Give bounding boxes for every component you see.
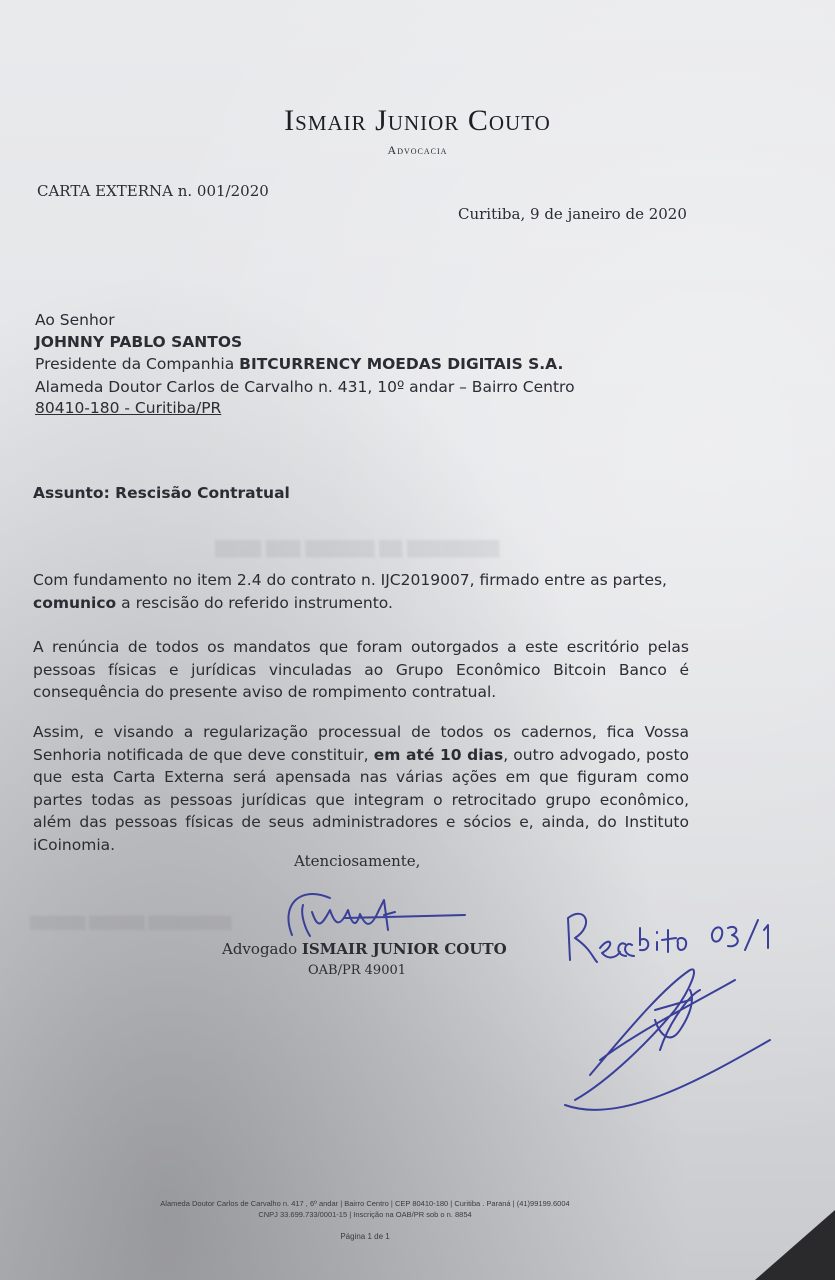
- recipient-name: JOHNNY PABLO SANTOS: [35, 333, 243, 351]
- receiver-signature: [565, 969, 770, 1110]
- handwritten-received-word: [568, 914, 686, 962]
- footer-address: Alameda Doutor Carlos de Carvalho n. 417 , 6º andar | Bairro Centro | CEP 80410-180 | Curitiba . Paraná | (41)99199.6004: [160, 1199, 570, 1208]
- bleed-through-text-2: ▒▒▒▒▒▒ ▒▒▒▒▒▒ ▒▒▒▒▒▒▒▒▒: [30, 916, 232, 930]
- footer-registration: CNPJ 33.699.733/0001-15 | Inscrição na OAB/PR sob o n. 8854: [258, 1210, 472, 1219]
- recipient-address: Alameda Doutor Carlos de Carvalho n. 431, 10º andar – Bairro Centro: [35, 378, 575, 396]
- paragraph-1-bold: comunico: [33, 593, 117, 612]
- photo-corner-shadow: [755, 1210, 835, 1280]
- paragraph-3-start: Assim, e visando a regularização processual de todos os cadernos, fica Vossa Senhoria notificada de que deve constituir,: [33, 723, 689, 764]
- recipient-salutation: Ao Senhor: [35, 311, 115, 329]
- recipient-city: 80410-180 - Curitiba/PR: [35, 399, 222, 417]
- letterhead-name: Ismair Junior Couto: [284, 104, 551, 137]
- author-signature: [288, 894, 465, 936]
- letter-date: Curitiba, 9 de janeiro de 2020: [458, 205, 687, 223]
- paragraph-3-end: , outro advogado, posto que esta Carta Externa será apensada nas várias ações em que figuram como partes todas as pessoas jurídicas que integram o retrocitado grupo econômico, além das pessoas físicas de seus administradores e sócios e, ainda, do Instituto iCoinomia.: [33, 745, 690, 854]
- recipient-company: BITCURRENCY MOEDAS DIGITAIS S.A.: [239, 355, 564, 373]
- paragraph-3-bold: em até 10 dias: [373, 745, 504, 764]
- signature-name: ISMAIR JUNIOR COUTO: [301, 940, 507, 958]
- bleed-through-text: ▒▒▒▒ ▒▒▒ ▒▒▒▒▒▒ ▒▒ ▒▒▒▒▒▒▒▒: [215, 540, 500, 558]
- paragraph-2: A renúncia de todos os mandatos que foram outorgados a este escritório pelas pessoas físicas e jurídicas vinculadas ao Grupo Econômico Bitcoin Banco é consequência do presente aviso de rompimento contratual.: [33, 638, 689, 701]
- closing: Atenciosamente,: [294, 852, 421, 870]
- signature-registration: OAB/PR 49001: [308, 963, 407, 978]
- handwritten-date: [712, 920, 768, 950]
- letter-subject: Assunto: Rescisão Contratual: [33, 484, 290, 502]
- letterhead-subtitle: Advocacia: [387, 143, 448, 157]
- signature-prefix: Advogado: [222, 940, 302, 958]
- paragraph-1-text: Com fundamento no item 2.4 do contrato n. IJC2019007, firmado entre as partes,: [33, 571, 667, 589]
- footer-page-number: Página 1 de 1: [340, 1232, 390, 1241]
- letter-reference: CARTA EXTERNA n. 001/2020: [37, 182, 269, 200]
- recipient-title-prefix: Presidente da Companhia: [35, 355, 240, 373]
- paragraph-1-end: a rescisão do referido instrumento.: [116, 593, 393, 612]
